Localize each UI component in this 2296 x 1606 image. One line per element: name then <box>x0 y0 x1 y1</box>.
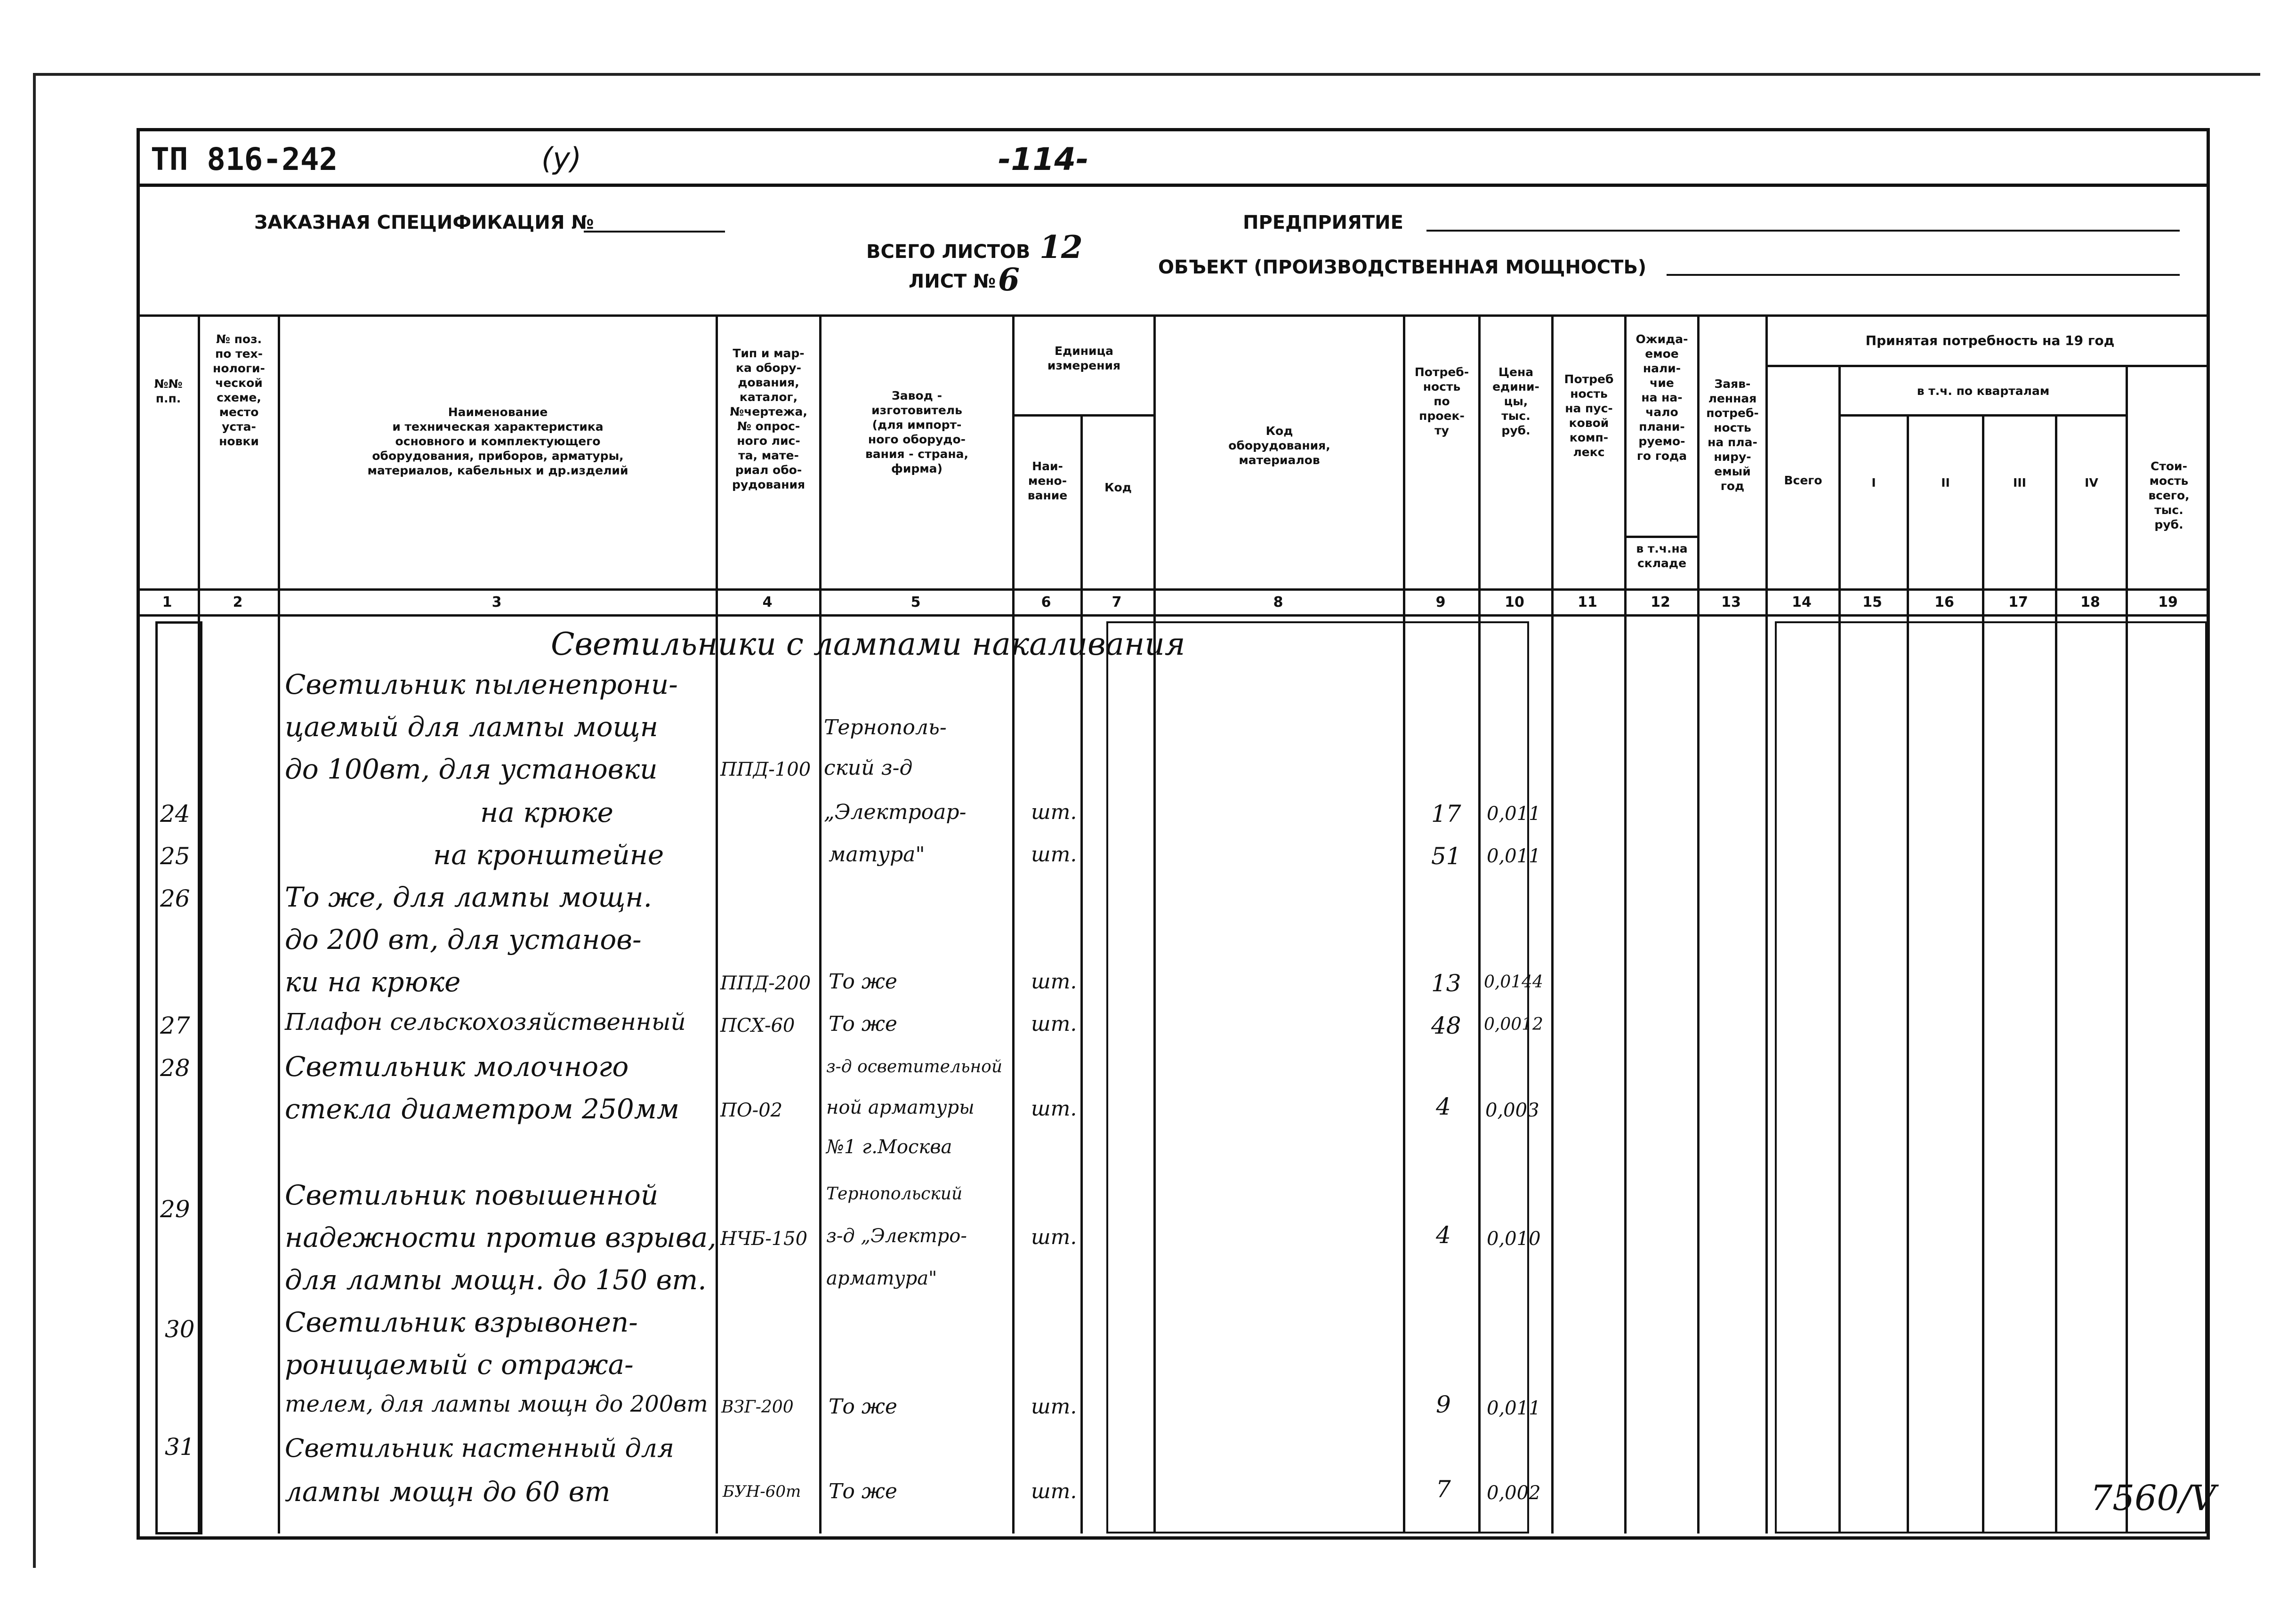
sheet-value: 6 <box>998 261 1020 298</box>
row-unit: шт. <box>1031 843 1077 867</box>
order-spec-label: ЗАКАЗНАЯ СПЕЦИФИКАЦИЯ № <box>254 212 594 233</box>
accepted-split-line <box>1765 365 2210 367</box>
column-number: 18 <box>2080 594 2100 610</box>
row-price: 0,0144 <box>1484 972 1543 992</box>
row-unit: шт. <box>1031 800 1077 824</box>
row-number: 28 <box>160 1054 190 1082</box>
row-name: надежности против взрыва, <box>285 1221 717 1253</box>
row-number: 27 <box>160 1012 190 1039</box>
row-number: 26 <box>160 885 190 912</box>
column-number: 5 <box>910 594 921 610</box>
row-name: Светильник настенный для <box>285 1433 674 1463</box>
row-name: Светильник молочного <box>285 1051 629 1083</box>
row-qty: 4 <box>1436 1093 1451 1120</box>
quarters-group-head: в т.ч. по кварталам <box>1917 384 2050 398</box>
row-maker: з-д осветительной <box>826 1057 1003 1076</box>
col-head-12b: в т.ч.на складе <box>1636 542 1688 570</box>
col-head-8: Код оборудования, материалов <box>1228 424 1330 467</box>
colnum-bottom-line <box>137 614 2210 617</box>
title-divider <box>137 184 2210 187</box>
row-unit: шт. <box>1031 970 1077 994</box>
col-line-11 <box>1624 314 1627 1534</box>
col-line-3 <box>716 314 718 1534</box>
row-type: НЧБ-150 <box>720 1228 808 1250</box>
column-number: 1 <box>162 594 172 610</box>
row-price: 0,011 <box>1487 845 1541 867</box>
row-name: на кронштейне <box>433 839 664 871</box>
row-price: 0,0012 <box>1484 1015 1543 1034</box>
object-field <box>1667 274 2180 276</box>
col-head-6: Наи- мено- вание <box>1027 459 1068 502</box>
row-name: лампы мощн до 60 вт <box>285 1476 611 1508</box>
row-maker: з-д „Электро- <box>826 1225 967 1247</box>
enterprise-field <box>1426 230 2180 232</box>
row-name: цаемый для лампы мощн <box>285 711 658 743</box>
row-name: Светильник пыленепрони- <box>285 668 678 700</box>
row-number: 29 <box>160 1196 190 1223</box>
col-head-19: Стои- мость всего, тыс. руб. <box>2148 459 2190 531</box>
header-bottom-line <box>137 588 2210 591</box>
row-unit: шт. <box>1031 1479 1077 1503</box>
row-price: 0,002 <box>1487 1482 1541 1504</box>
row-name: до 100вт, для установки <box>285 753 658 785</box>
row-unit: шт. <box>1031 1395 1077 1419</box>
row-qty: 51 <box>1431 843 1461 870</box>
row-maker: ной арматуры <box>826 1097 975 1118</box>
row-type: ПО-02 <box>720 1100 783 1121</box>
sheet-label: ЛИСТ № <box>909 271 996 292</box>
row-name: до 200 вт, для установ- <box>285 923 642 956</box>
col-head-1: №№ п.п. <box>154 377 183 405</box>
enterprise-label: ПРЕДПРИЯТИЕ <box>1243 212 1403 233</box>
col-line-12 <box>1697 314 1700 1534</box>
row-maker: матура" <box>829 843 925 867</box>
stock-split-line <box>1624 536 1697 538</box>
row-unit: шт. <box>1031 1012 1077 1036</box>
row-qty: 48 <box>1431 1012 1461 1039</box>
col-head-3: Наименование и техническая характеристика основного и комплектующего оборудования, приборов, арматуры, материалов, кабельных и др.изделий <box>367 405 628 477</box>
col-head-7: Код <box>1104 481 1132 494</box>
column-number: 3 <box>491 594 502 610</box>
column-number: 8 <box>1273 594 1283 610</box>
row-maker: То же <box>829 970 897 994</box>
row-number: 25 <box>160 843 190 870</box>
row-qty: 9 <box>1436 1391 1451 1418</box>
col-head-9: Потреб- ность по проек- ту <box>1414 365 1469 437</box>
row-name: стекла диаметром 250мм <box>285 1093 679 1125</box>
row-name: Светильник взрывонеп- <box>285 1306 638 1338</box>
mid-inner-frame <box>1106 621 1529 1534</box>
row-name: ки на крюке <box>285 966 461 998</box>
object-label: ОБЪЕКТ (ПРОИЗВОДСТВЕННАЯ МОЩНОСТЬ) <box>1158 257 1647 278</box>
row-number: 24 <box>160 800 190 827</box>
col-head-2: № поз. по тех- нологи- ческой схеме, место уста- новки <box>213 332 265 448</box>
row-number: 31 <box>165 1433 195 1461</box>
column-number: 2 <box>233 594 243 610</box>
col-head-5: Завод - изготовитель (для импорт- ного оборудо- вания - страна, фирма) <box>865 389 969 475</box>
row-unit: шт. <box>1031 1097 1077 1121</box>
row-unit: шт. <box>1031 1225 1077 1249</box>
column-number: 12 <box>1651 594 1670 610</box>
archive-stamp: 7560/V <box>2090 1478 2216 1518</box>
row-type: ВЗГ-200 <box>721 1397 794 1417</box>
doc-variant: (у) <box>541 141 582 176</box>
total-sheets-value: 12 <box>1039 229 1083 265</box>
col-head-13: Заяв- ленная потреб- ность на пла- ниру- емый год <box>1706 377 1759 493</box>
row-price: 0,010 <box>1487 1228 1541 1250</box>
row-type: ПСХ-60 <box>720 1015 795 1036</box>
column-number: 4 <box>762 594 773 610</box>
units-group-head: Единица измерения <box>1047 344 1121 372</box>
page-number: -114- <box>998 141 1089 177</box>
col-head-17: III <box>2013 476 2026 490</box>
row-name: роницаемый с отража- <box>285 1349 634 1381</box>
col-head-14: Всего <box>1784 474 1822 487</box>
row-price: 0,011 <box>1487 803 1541 825</box>
col-line-2 <box>278 314 280 1534</box>
col-head-15: I <box>1871 476 1876 490</box>
total-sheets-label: ВСЕГО ЛИСТОВ <box>866 241 1031 263</box>
row-name: телем, для лампы мощн до 200вт <box>285 1391 708 1417</box>
row-price: 0,011 <box>1487 1397 1541 1419</box>
section-title: Светильники с лампами накаливания <box>551 626 1185 662</box>
col-head-12: Ожида- емое нали- чие на на- чало плани- руемо- го года <box>1635 332 1688 463</box>
row-name: Светильник повышенной <box>285 1179 659 1211</box>
row-maker: арматура" <box>826 1268 937 1289</box>
row-maker: Тернопольский <box>826 1184 963 1204</box>
row-type: ППД-100 <box>720 759 811 780</box>
units-split-line <box>1012 414 1153 417</box>
col-head-4: Тип и мар- ка обору- дования, каталог, №чертежа, № опрос- ного лис- та, мате- риал обо- рудования <box>730 346 807 491</box>
row-maker: То же <box>829 1395 897 1419</box>
col-head-18: IV <box>2085 476 2098 490</box>
row-number: 30 <box>165 1316 195 1343</box>
row-type: БУН-60т <box>723 1482 801 1501</box>
col-line-13 <box>1765 314 1768 1534</box>
col-line-10 <box>1551 314 1554 1534</box>
row-maker: „Электроар- <box>824 800 967 824</box>
row-type: ППД-200 <box>720 972 811 994</box>
col-head-10: Цена едини- цы, тыс. руб. <box>1492 365 1539 437</box>
col-head-16: II <box>1941 476 1950 490</box>
column-number: 6 <box>1041 594 1051 610</box>
row-name: на крюке <box>480 796 614 828</box>
row-qty: 7 <box>1436 1476 1451 1503</box>
row-maker: ский з-д <box>824 756 913 780</box>
row-qty: 13 <box>1431 970 1461 997</box>
column-number: 16 <box>1934 594 1954 610</box>
doc-code: ТП 816-242 <box>151 141 338 177</box>
column-number: 17 <box>2008 594 2028 610</box>
col-line-6 <box>1080 414 1083 1534</box>
accepted-group-head: Принятая потребность на 19 год <box>1865 333 2115 348</box>
row-maker: То же <box>829 1479 897 1503</box>
column-number: 14 <box>1792 594 1812 610</box>
column-number: 10 <box>1505 594 1524 610</box>
table-top-line <box>137 314 2210 317</box>
row-name: для лампы мощн. до 150 вт. <box>285 1264 707 1296</box>
column-number: 9 <box>1435 594 1446 610</box>
column-number: 15 <box>1862 594 1882 610</box>
column-number: 13 <box>1721 594 1741 610</box>
row-name: Плафон сельскохозяйственный <box>285 1008 686 1036</box>
column-number: 11 <box>1578 594 1597 610</box>
column-number: 19 <box>2158 594 2178 610</box>
row-maker: То же <box>829 1012 897 1036</box>
row-qty: 4 <box>1436 1221 1451 1249</box>
right-inner-frame <box>1775 621 2207 1534</box>
col-head-11: Потреб ность на пус- ковой комп- лекс <box>1564 372 1614 459</box>
row-price: 0,003 <box>1485 1100 1539 1121</box>
order-spec-field <box>584 231 725 233</box>
row-maker: Тернополь- <box>824 715 947 739</box>
col-line-4 <box>819 314 822 1534</box>
column-number: 7 <box>1112 594 1122 610</box>
row-qty: 17 <box>1431 800 1461 827</box>
row-maker: №1 г.Москва <box>826 1136 952 1158</box>
row-name: То же, для лампы мощн. <box>285 881 653 913</box>
